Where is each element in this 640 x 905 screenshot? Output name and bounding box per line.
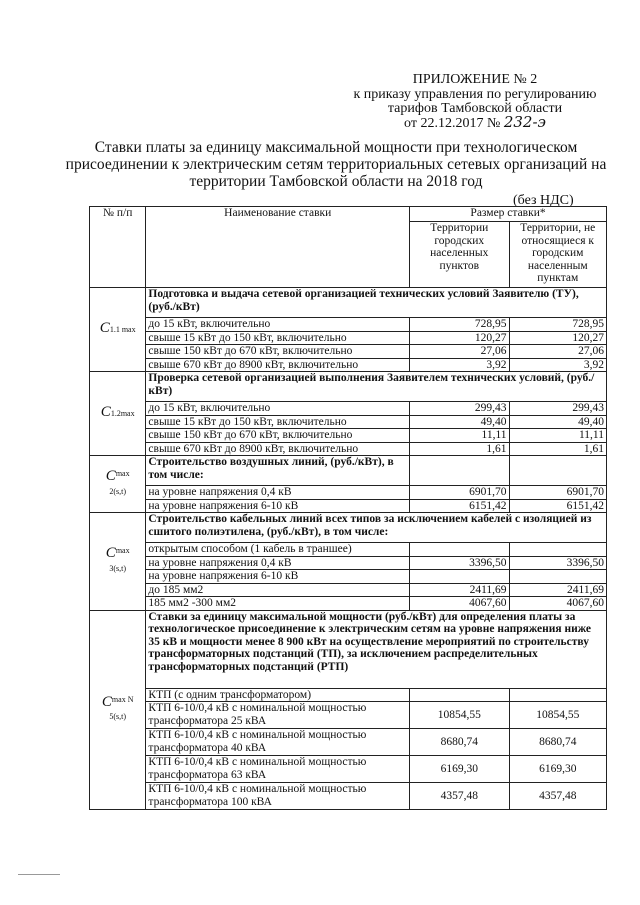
section-heading-row xyxy=(90,513,607,543)
rate-code-c3: $C^{max}$ 3(s,t) xyxy=(90,513,146,611)
section-heading-row xyxy=(90,372,607,402)
rates-table xyxy=(89,206,607,810)
section-title: Строительство кабельных линий всех типов за исключением кабелей с изоляцией из сшитого полиэтилена, (руб./кВт), в том числе: xyxy=(146,513,607,543)
table-row: свыше 150 кВт до 670 кВт, включительно 27,06 27,06 xyxy=(90,345,607,359)
table-row: открытым способом (1 кабель в траншее) xyxy=(90,543,607,557)
table-row: КТП (с одним трансформатором) xyxy=(90,688,607,702)
appendix-title: ПРИЛОЖЕНИЕ № 2 xyxy=(412,72,538,87)
section-heading-row xyxy=(90,288,607,318)
order-reference: к приказу управления по регулированию xyxy=(353,87,597,102)
table-row: до 15 кВт, включительно 728,95 728,95 xyxy=(90,318,607,332)
rate-code-c2: $C^{max}$ 2(s,t) xyxy=(90,456,146,513)
rate-code-c12: C1.2max xyxy=(90,372,146,456)
col-urban-header: Территории городских населенных пунктов xyxy=(410,222,510,288)
order-number: 232-э xyxy=(503,113,546,131)
table-row: КТП 6-10/0,4 кВ с номинальной мощностью трансформатора 100 кВА 4357,48 4357,48 xyxy=(90,783,607,810)
section-title: Ставки за единицу максимальной мощности (руб./кВт) для определения платы за технологическое присоединение к электрическим сетям на уровне напряжения ниже 35 кВ и мощности менее 8 900 кВт на осуществление мероприятий по строительству трансформаторных подстанций (ТП), за исключением распределительных трансформаторных подстанций (РТП) xyxy=(146,610,607,688)
table-row: КТП 6-10/0,4 кВ с номинальной мощностью трансформатора 25 кВА 10854,55 10854,55 xyxy=(90,702,607,729)
table-row: КТП 6-10/0,4 кВ с номинальной мощностью трансформатора 63 кВА 6169,30 6169,30 xyxy=(90,756,607,783)
section-title: Проверка сетевой организацией выполнения Заявителем технических условий, (руб./кВт) xyxy=(146,372,607,402)
vat-note: (без НДС) xyxy=(513,193,574,208)
table-row: свыше 15 кВт до 150 кВт, включительно 49,40 49,40 xyxy=(90,415,607,429)
signature-line xyxy=(18,874,60,875)
table-row: на уровне напряжения 0,4 кВ 3396,50 3396,50 xyxy=(90,556,607,570)
section-title: Строительство воздушных линий, (руб./кВт), в том числе: xyxy=(146,456,410,486)
order-date xyxy=(330,115,620,131)
table-row: КТП 6-10/0,4 кВ с номинальной мощностью трансформатора 40 кВА 8680,74 8680,74 xyxy=(90,729,607,756)
section-heading-row xyxy=(90,456,607,486)
table-row: на уровне напряжения 0,4 кВ 6901,70 6901,70 xyxy=(90,486,607,500)
table-row: 185 мм2 -300 мм2 4067,60 4067,60 xyxy=(90,597,607,611)
table-row: свыше 670 кВт до 8900 кВт, включительно 1,61 1,61 xyxy=(90,442,607,456)
order-authority: тарифов Тамбовской области xyxy=(387,101,563,116)
table-row: свыше 150 кВт до 670 кВт, включительно 11,11 11,11 xyxy=(90,429,607,443)
col-name-header: Наименование ставки xyxy=(146,207,410,288)
table-row: на уровне напряжения 6-10 кВ 6151,42 6151,42 xyxy=(90,499,607,513)
rate-code-c11: C1.1 max xyxy=(90,288,146,372)
rate-code-c5: $C^{max N}$ 5(s,t) xyxy=(90,610,146,810)
section-title: Подготовка и выдача сетевой организацией технических условий Заявителю (ТУ), (руб./кВт) xyxy=(146,288,607,318)
col-rural-header: Территории, не относящиеся к городским населенным пунктам xyxy=(509,222,606,288)
order-date-text: от 22.12.2017 № xyxy=(404,116,501,131)
table-row: свыше 670 кВт до 8900 кВт, включительно 3,92 3,92 xyxy=(90,358,607,372)
table-header-row xyxy=(90,207,607,222)
section-heading-row xyxy=(90,610,607,688)
table-row: до 15 кВт, включительно 299,43 299,43 xyxy=(90,402,607,416)
document-title: Ставки платы за единицу максимальной мощности при технологическом присоединении к электрическим сетям территориальных сетевых организаций на территории Тамбовской области на 2018 год xyxy=(65,139,607,190)
table-row: на уровне напряжения 6-10 кВ xyxy=(90,570,607,584)
table-row: до 185 мм2 2411,69 2411,69 xyxy=(90,583,607,597)
col-no-header: № п/п xyxy=(90,207,146,288)
table-row: свыше 15 кВт до 150 кВт, включительно 120,27 120,27 xyxy=(90,331,607,345)
col-rate-header: Размер ставки* xyxy=(410,207,607,222)
